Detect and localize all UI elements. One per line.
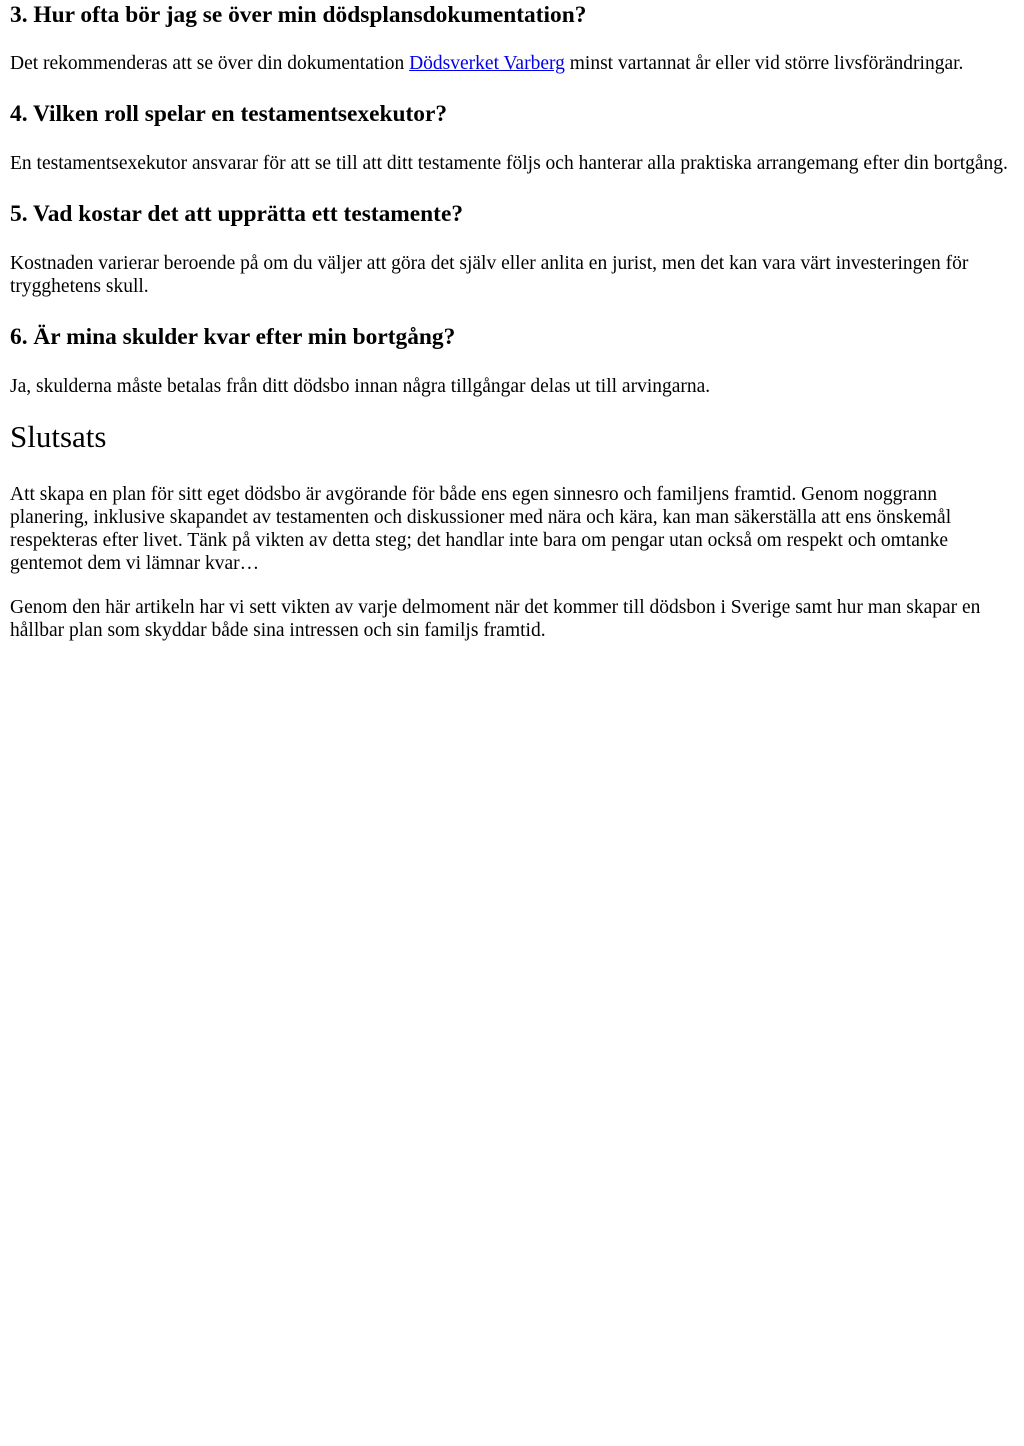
faq-answer-6: Ja, skulderna måste betalas från ditt dödsbo innan några tillgångar delas ut till arvingarna. (10, 376, 711, 397)
conclusion-heading: Slutsats (10, 419, 107, 454)
faq-question-4: 4. Vilken roll spelar en testamentsexekutor? (10, 101, 448, 127)
faq-answer-4: En testamentsexekutor ansvarar för att se till att ditt testamente följs och hanterar alla praktiska arrangemang efter din bortgång. (10, 153, 1008, 174)
faq-question-6: 6. Är mina skulder kvar efter min bortgång? (10, 324, 456, 350)
faq-answer-3-text-before: Det rekommenderas att se över din dokumentation (10, 53, 410, 74)
conclusion-paragraph-1: Att skapa en plan för sitt eget dödsbo är avgörande för både ens egen sinnesro och familjens framtid. Genom noggrann planering, inklusive skapandet av testamenten och diskussioner med nära och kära, kan man säkerställa att ens önskemål respekteras efter livet. Tänk på vikten av detta steg; det handlar inte bara om pengar utan också om respekt och omtanke gentemot dem vi lämnar kvar… (10, 484, 952, 574)
faq-question-3: 3. Hur ofta bör jag se över min dödsplansdokumentation? (10, 2, 587, 28)
dodsverket-varberg-link[interactable]: Dödsverket Varberg (409, 53, 565, 74)
faq-answer-5: Kostnaden varierar beroende på om du väljer att göra det själv eller anlita en jurist, men det kan vara värt investeringen för trygghetens skull. (10, 253, 969, 297)
faq-answer-3 (10, 52, 1010, 75)
article-body (0, 0, 1024, 642)
faq-answer-3-text-after: minst vartannat år eller vid större livsförändringar. (564, 53, 964, 74)
faq-question-5: 5. Vad kostar det att upprätta ett testamente? (10, 201, 464, 227)
conclusion-paragraph-2: Genom den här artikeln har vi sett vikten av varje delmoment när det kommer till dödsbon i Sverige samt hur man skapar en hållbar plan som skyddar både sina intressen och sin familjs framtid. (10, 597, 981, 641)
